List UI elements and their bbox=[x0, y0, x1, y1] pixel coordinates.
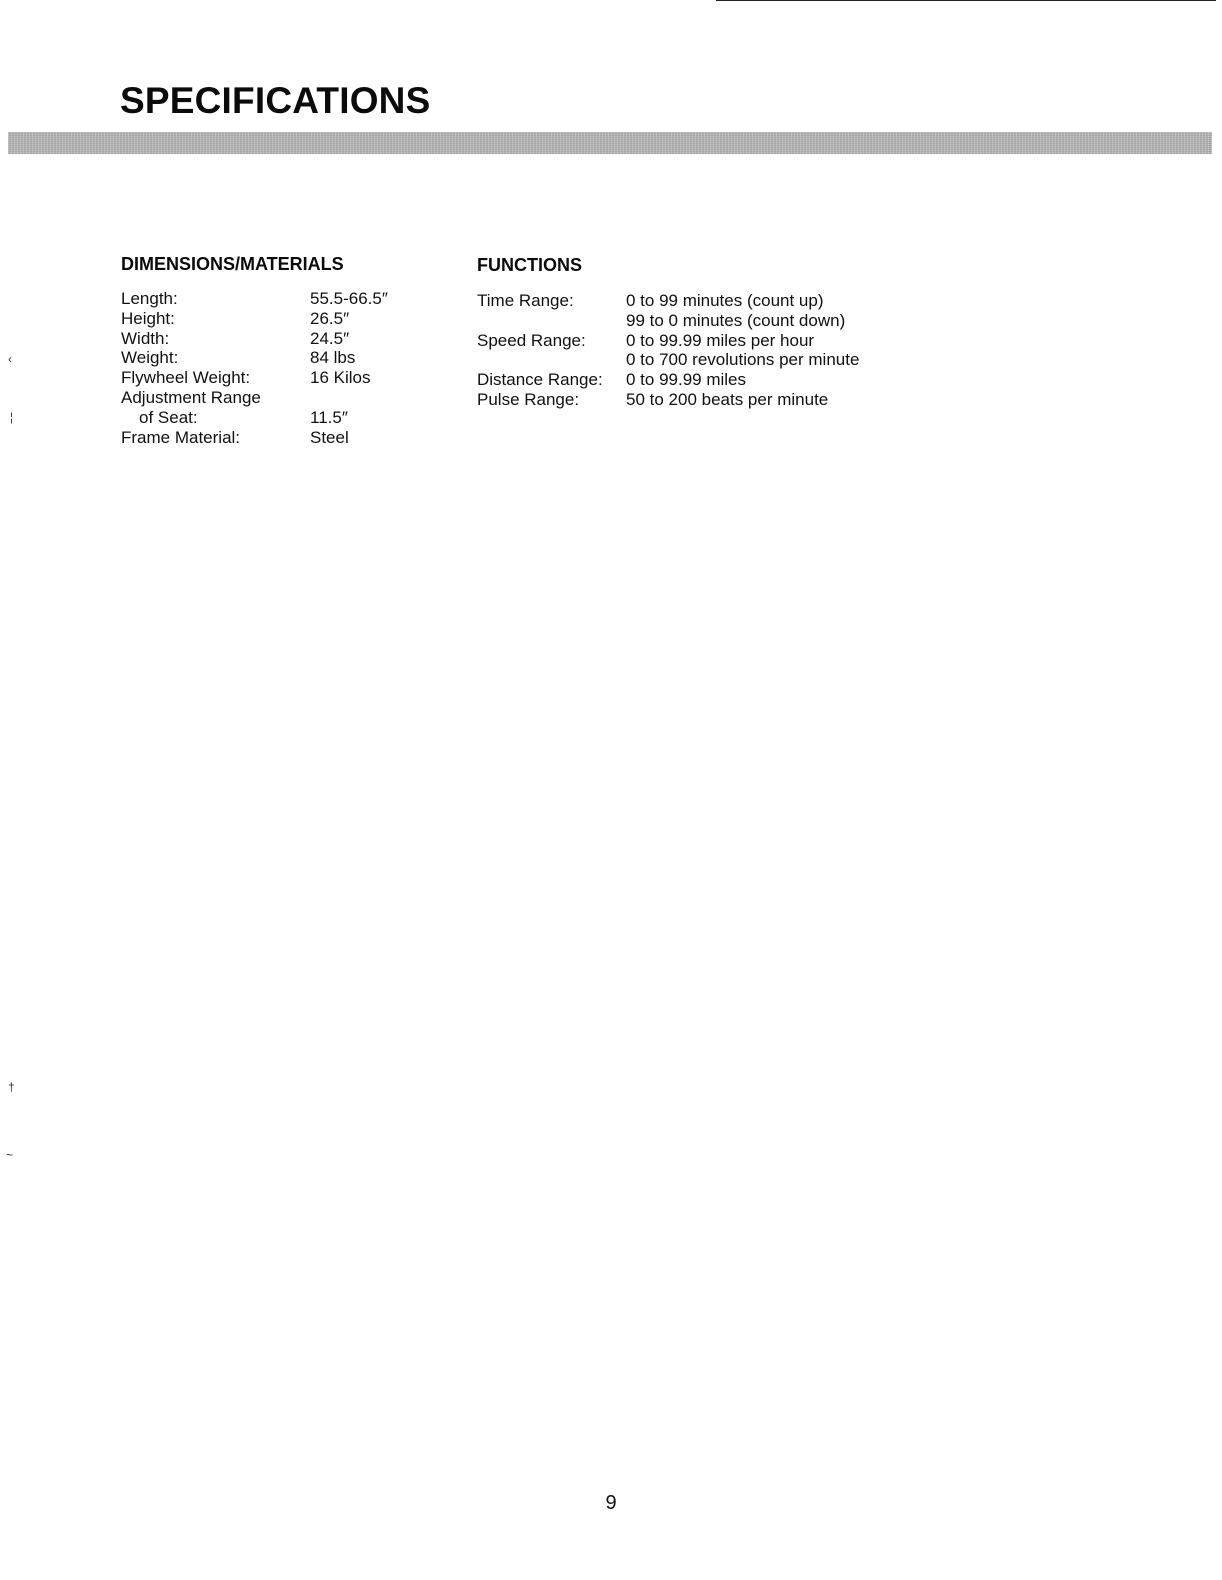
function-label-speed-range-continued bbox=[477, 350, 603, 370]
scan-speck: ~ bbox=[6, 1148, 14, 1162]
top-edge-rule bbox=[716, 0, 1216, 1]
dimension-value-of-seat: 11.5″ bbox=[310, 407, 348, 427]
function-value-speed-mph: 0 to 99.99 miles per hour bbox=[626, 330, 815, 350]
dimension-value-weight: 84 lbs bbox=[310, 348, 356, 368]
dimensions-heading: DIMENSIONS/MATERIALS bbox=[121, 254, 344, 274]
dimension-value-length: 55.5-66.5″ bbox=[310, 289, 388, 308]
function-label-time-range-continued bbox=[477, 311, 603, 331]
dimensions-labels-column bbox=[121, 289, 261, 447]
page-number: 9 bbox=[605, 1492, 617, 1514]
function-label-distance-range: Distance Range: bbox=[477, 370, 603, 390]
dimension-label-width: Width: bbox=[121, 328, 170, 348]
function-value-speed-rpm: 0 to 700 revolutions per minute bbox=[626, 350, 860, 370]
dimension-value-height: 26.5″ bbox=[310, 308, 350, 328]
dimension-label-weight: Weight: bbox=[121, 348, 179, 368]
dimension-label-height: Height: bbox=[121, 308, 175, 328]
dimension-value-width: 24.5″ bbox=[310, 328, 350, 348]
dimension-label-flywheel-weight: Flywheel Weight: bbox=[121, 368, 251, 388]
function-label-speed-range: Speed Range: bbox=[477, 330, 586, 350]
dimension-value-flywheel-weight: 16 Kilos bbox=[310, 368, 371, 388]
dimension-label-adjustment-range: Adjustment Range bbox=[121, 387, 261, 407]
scan-speck: † bbox=[8, 1080, 15, 1094]
function-value-distance: 0 to 99.99 miles bbox=[626, 370, 747, 390]
functions-heading: FUNCTIONS bbox=[477, 255, 582, 275]
dimension-value-frame-material: Steel bbox=[310, 427, 349, 447]
function-label-pulse-range: Pulse Range: bbox=[477, 389, 580, 409]
function-label-time-range: Time Range: bbox=[477, 291, 574, 310]
function-value-pulse: 50 to 200 beats per minute bbox=[626, 389, 829, 409]
page-title: SPECIFICATIONS bbox=[120, 80, 431, 121]
scan-speck: ¦ bbox=[10, 410, 14, 424]
functions-labels-column bbox=[477, 291, 603, 410]
dimension-label-length: Length: bbox=[121, 289, 178, 308]
dimension-label-of-seat: of Seat: bbox=[139, 407, 198, 427]
dimension-label-frame-material: Frame Material: bbox=[121, 427, 241, 447]
function-value-time-count-up: 0 to 99 minutes (count up) bbox=[626, 291, 824, 310]
function-value-time-count-down: 99 to 0 minutes (count down) bbox=[626, 310, 846, 330]
title-underline-bar bbox=[8, 132, 1212, 154]
dimension-value-adjustment-range bbox=[310, 388, 388, 408]
scan-speck: ‹ bbox=[8, 352, 12, 366]
functions-values-column bbox=[626, 291, 859, 410]
dimensions-values-column bbox=[310, 289, 388, 447]
